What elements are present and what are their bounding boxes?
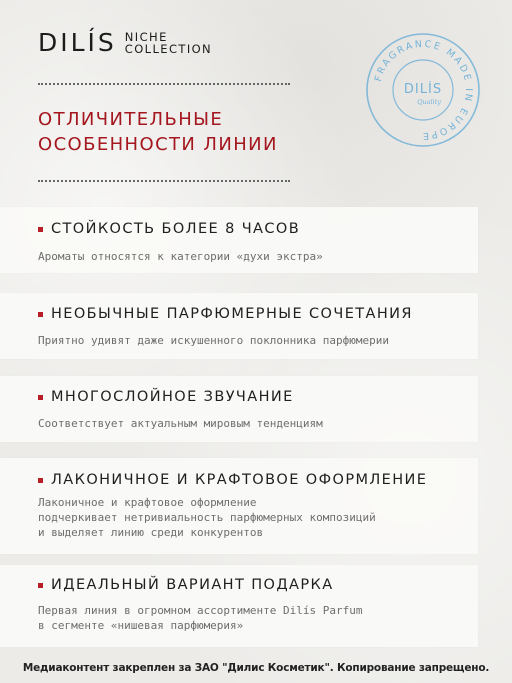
brand-name: DILÍS bbox=[38, 28, 117, 57]
top-dotted-divider bbox=[38, 83, 290, 85]
feature-description: Ароматы относятся к категории «духи экстра» bbox=[38, 250, 323, 263]
feature-title: ИДЕАЛЬНЫЙ ВАРИАНТ ПОДАРКА bbox=[38, 577, 334, 593]
feature-card bbox=[0, 565, 478, 647]
bullet-icon bbox=[38, 395, 43, 400]
feature-title: МНОГОСЛОЙНОЕ ЗВУЧАНИЕ bbox=[38, 389, 294, 405]
feature-card bbox=[0, 376, 478, 442]
feature-title: ЛАКОНИЧНОЕ И КРАФТОВОЕ ОФОРМЛЕНИЕ bbox=[38, 472, 427, 488]
feature-card bbox=[0, 207, 478, 273]
brand-subtitle bbox=[125, 31, 212, 55]
feature-description: Лаконичное и крафтовое оформление подчеркивает нетривиальность парфюмерных композиций и выделяет линию среди конкурентов bbox=[38, 496, 376, 539]
page-title-line1: ОТЛИЧИТЕЛЬНЫЕ bbox=[38, 109, 224, 130]
brand-subtitle-line2: COLLECTION bbox=[124, 41, 213, 56]
copyright-notice: Медиаконтент закреплен за ЗАО "Дилис Косметик". Копирование запрещено. bbox=[22, 662, 490, 674]
stamp-script: Quality bbox=[417, 98, 441, 106]
page-title-line2: ОСОБЕННОСТИ ЛИНИИ bbox=[38, 134, 278, 155]
feature-title: НЕОБЫЧНЫЕ ПАРФЮМЕРНЫЕ СОЧЕТАНИЯ bbox=[38, 306, 413, 322]
feature-description: Первая линия в огромном ассортименте Dilís Parfum в сегменте «нишевая парфюмерия» bbox=[38, 604, 363, 632]
feature-card bbox=[0, 458, 478, 554]
brand-logo bbox=[38, 30, 212, 55]
bullet-icon bbox=[38, 312, 43, 317]
stamp-ring-text: FRAGRANCE MADE IN EUROPE bbox=[372, 38, 475, 142]
bullet-icon bbox=[38, 583, 43, 588]
feature-title: СТОЙКОСТЬ БОЛЕЕ 8 ЧАСОВ bbox=[38, 221, 300, 237]
brand-subtitle-line1: NICHE bbox=[124, 29, 168, 44]
feature-description: Соответствует актуальным мировым тенденциям bbox=[38, 417, 323, 430]
stamp-logo: DILÍS bbox=[403, 82, 443, 97]
made-in-europe-stamp bbox=[363, 30, 483, 150]
feature-description: Приятно удивят даже искушенного поклонника парфюмерии bbox=[38, 334, 389, 347]
feature-card bbox=[0, 293, 478, 359]
bottom-dotted-divider bbox=[38, 180, 290, 182]
bullet-icon bbox=[38, 478, 43, 483]
page-title bbox=[38, 107, 278, 157]
bullet-icon bbox=[38, 227, 43, 232]
